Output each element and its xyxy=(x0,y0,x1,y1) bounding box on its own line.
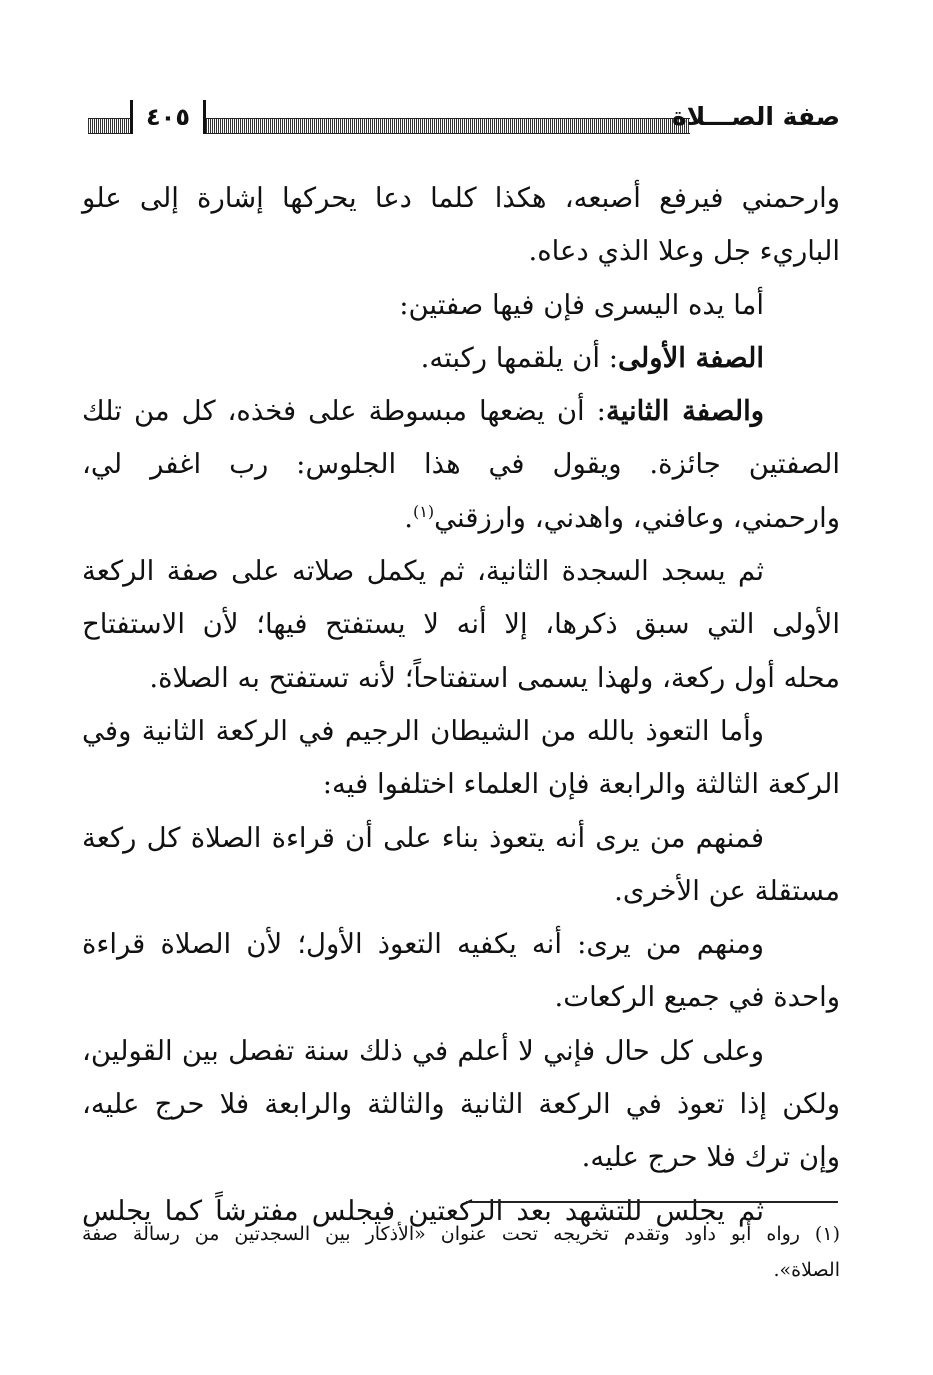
text-line: واحدة في جميع الركعات. xyxy=(554,981,840,1014)
text-run: وارحمني، وعافني، واهدني، وارزقني xyxy=(434,501,840,534)
text-line xyxy=(82,385,840,438)
text-run: : أن يضعها مبسوطة على فخذه، كل من تلك xyxy=(82,395,606,428)
text-line: وارحمني فيرفع أصبعه، هكذا كلما دعا يحركها إشارة إلى علو xyxy=(82,182,840,214)
text-run: : أن يلقمها ركبته. xyxy=(420,341,618,374)
page-number: ٤٠٥ xyxy=(130,100,206,134)
text-line: وإن ترك فلا حرج عليه. xyxy=(581,1141,840,1174)
text-line: محله أول ركعة، ولهذا يسمى استفتاحاً؛ لأنه تستفتح به الصلاة. xyxy=(149,661,840,694)
text-line: مستقلة عن الأخرى. xyxy=(614,874,840,907)
text-line: ثم يجلس للتشهد بعد الركعتين فيجلس مفترشاً كما يجلس xyxy=(82,1194,764,1227)
text-line: الركعة الثالثة والرابعة فإن العلماء اختلفوا فيه: xyxy=(322,768,840,801)
page-header xyxy=(88,98,840,144)
text-line: الصفتين جائزة. ويقول في هذا الجلوس: رب اغفر لي، xyxy=(82,448,840,481)
text-line: الباريء جل وعلا الذي دعاه. xyxy=(528,235,840,268)
text-line xyxy=(82,492,840,545)
text-line xyxy=(82,332,840,385)
footnote-separator xyxy=(466,1201,838,1203)
text-line: وأما التعوذ بالله من الشيطان الرجيم في الركعة الثانية وفي xyxy=(82,714,764,747)
footnote-line: الصلاة». xyxy=(773,1259,840,1281)
footnote-reference: (١) xyxy=(413,501,435,521)
text-line: الأولى التي سبق ذكرها، إلا أنه لا يستفتح فيها؛ لأن الاستفتاح xyxy=(82,608,840,641)
footnote xyxy=(82,1216,840,1288)
footnote-line: (١) رواه أبو داود وتقدم تخريجه تحت عنوان «الأذكار بين السجدتين من رسالة صفة xyxy=(82,1223,840,1245)
body-text xyxy=(82,172,840,1238)
text-line: أما يده اليسرى فإن فيها صفتين: xyxy=(399,288,764,321)
text-line: وعلى كل حال فإني لا أعلم في ذلك سنة تفصل بين القولين، xyxy=(82,1034,764,1067)
text-line: ومنهم من يرى: أنه يكفيه التعوذ الأول؛ لأن الصلاة قراءة xyxy=(82,928,764,961)
second-form-heading: والصفة الثانية xyxy=(605,395,764,428)
running-title: صفة الصـــلاة xyxy=(672,102,840,131)
text-line: ثم يسجد السجدة الثانية، ثم يكمل صلاته على صفة الركعة xyxy=(82,555,764,588)
text-run: . xyxy=(404,501,414,534)
text-line: ولكن إذا تعوذ في الركعة الثانية والثالثة والرابعة فلا حرج عليه، xyxy=(82,1088,840,1121)
text-line: فمنهم من يرى أنه يتعوذ بناء على أن قراءة الصلاة كل ركعة xyxy=(82,821,764,854)
first-form-heading: الصفة الأولى xyxy=(618,341,764,374)
